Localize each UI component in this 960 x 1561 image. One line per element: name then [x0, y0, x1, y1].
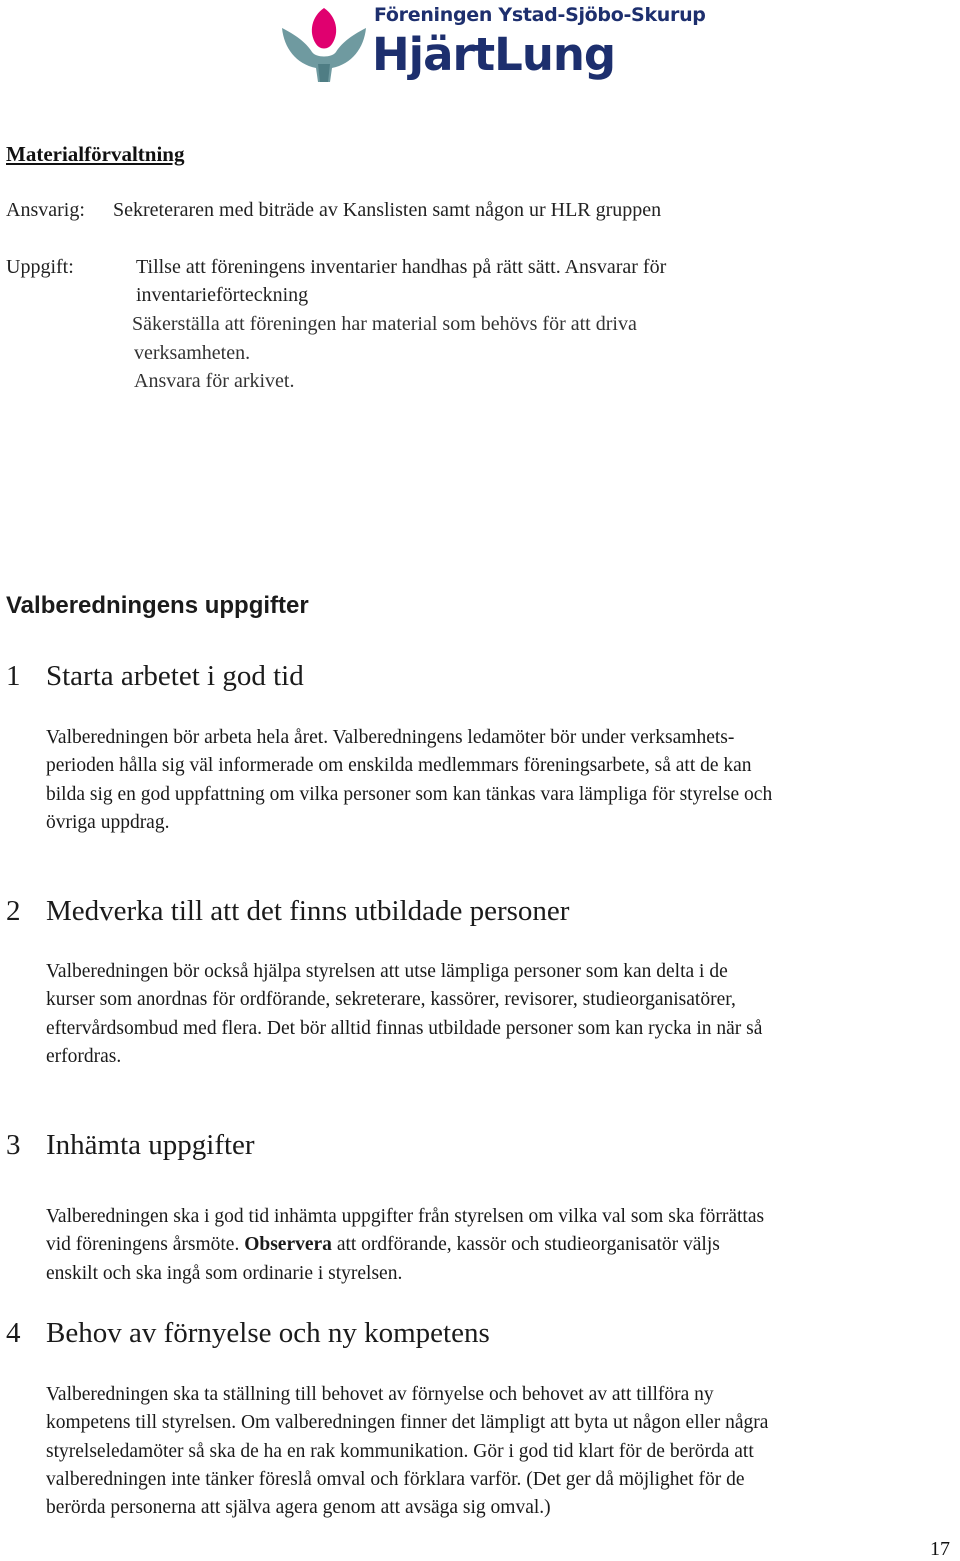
body-line: perioden hålla sig väl informerade om enskilda medlemmars föreningsarbete, så att de kan [46, 755, 752, 777]
uppgift-line: verksamheten. [134, 342, 251, 364]
uppgift-line: inventarieförteckning [136, 284, 309, 306]
section-number: 4 [6, 1317, 21, 1349]
ansvarig-text: Sekreteraren med biträde av Kanslisten samt någon ur HLR gruppen [113, 199, 662, 221]
section-number: 1 [6, 660, 21, 692]
section-heading: Starta arbetet i god tid [46, 660, 304, 692]
tulip-heart-logo-icon [278, 2, 370, 86]
logo-name: HjärtLung [372, 28, 616, 81]
section-body [46, 724, 958, 837]
body-text: att ordförande, kassör och studieorganisatör väljs [331, 1234, 720, 1256]
body-line: Valberedningen ska ta ställning till behovet av förnyelse och behovet av att tillföra ny [46, 1384, 714, 1405]
section-body [46, 1381, 958, 1522]
body-line: valberedningen inte tänker föreslå omval och förklara varför. (Det ger då möjlighet för de [46, 1468, 745, 1490]
body-line: eftervårdsombud med flera. Det bör alltid finnas utbildade personer som kan rycka in när så [46, 1017, 763, 1039]
section-body [46, 1203, 958, 1288]
body-text: vid föreningens årsmöte. [46, 1234, 245, 1256]
body-line: övriga uppdrag. [46, 811, 170, 833]
section-heading: Behov av förnyelse och ny kompetens [46, 1317, 490, 1349]
uppgift-label: Uppgift: [6, 256, 74, 278]
association-logo [278, 2, 706, 86]
page-number: 17 [930, 1538, 950, 1560]
uppgift-line: Ansvara för arkivet. [134, 370, 295, 392]
logo-org-line: Föreningen Ystad-Sjöbo-Skurup [374, 4, 706, 26]
body-line: erfordras. [46, 1045, 122, 1067]
body-line: Valberedningen bör också hjälpa styrelsen att utse lämpliga personer som kan delta i de [46, 961, 728, 982]
section-heading: Inhämta uppgifter [46, 1129, 255, 1161]
uppgift-line: Säkerställa att föreningen har material som behövs för att driva [132, 313, 637, 335]
body-line: kompetens till styrelsen. Om valberedningen finner det lämpligt att byta ut någon eller några [46, 1412, 769, 1434]
body-line: enskilt och ska ingå som ordinarie i styrelsen. [46, 1262, 403, 1284]
section-number: 3 [6, 1129, 21, 1161]
emphasis-observera: Observera [244, 1234, 332, 1256]
section-heading: Medverka till att det finns utbildade personer [46, 895, 570, 927]
section-number: 2 [6, 895, 21, 927]
uppgift-line: Tillse att föreningens inventarier handhas på rätt sätt. Ansvarar för [136, 256, 667, 278]
body-line: styrelseledamöter så ska de ha en rak kommunikation. Gör i god tid klart för de berörda att [46, 1440, 754, 1462]
body-line: Valberedningen bör arbeta hela året. Valberedningens ledamöter bör under verksamhets- [46, 727, 735, 748]
body-line: berörda personerna att själva agera genom att avsäga sig omval.) [46, 1497, 551, 1519]
body-line [46, 1231, 958, 1259]
section-title-valberedning: Valberedningens uppgifter [6, 592, 309, 619]
ansvarig-label: Ansvarig: [6, 199, 85, 221]
body-line: kurser som anordnas för ordförande, sekreterare, kassörer, revisorer, studieorganisatörer, [46, 989, 736, 1011]
section-title-materialforvaltning: Materialförvaltning [6, 142, 185, 166]
body-line: Valberedningen ska i god tid inhämta uppgifter från styrelsen om vilka val som ska förrättas [46, 1206, 765, 1227]
body-line: bilda sig en god uppfattning om vilka personer som kan tänkas vara lämpliga för styrelse och [46, 783, 773, 805]
section-body [46, 958, 958, 1071]
